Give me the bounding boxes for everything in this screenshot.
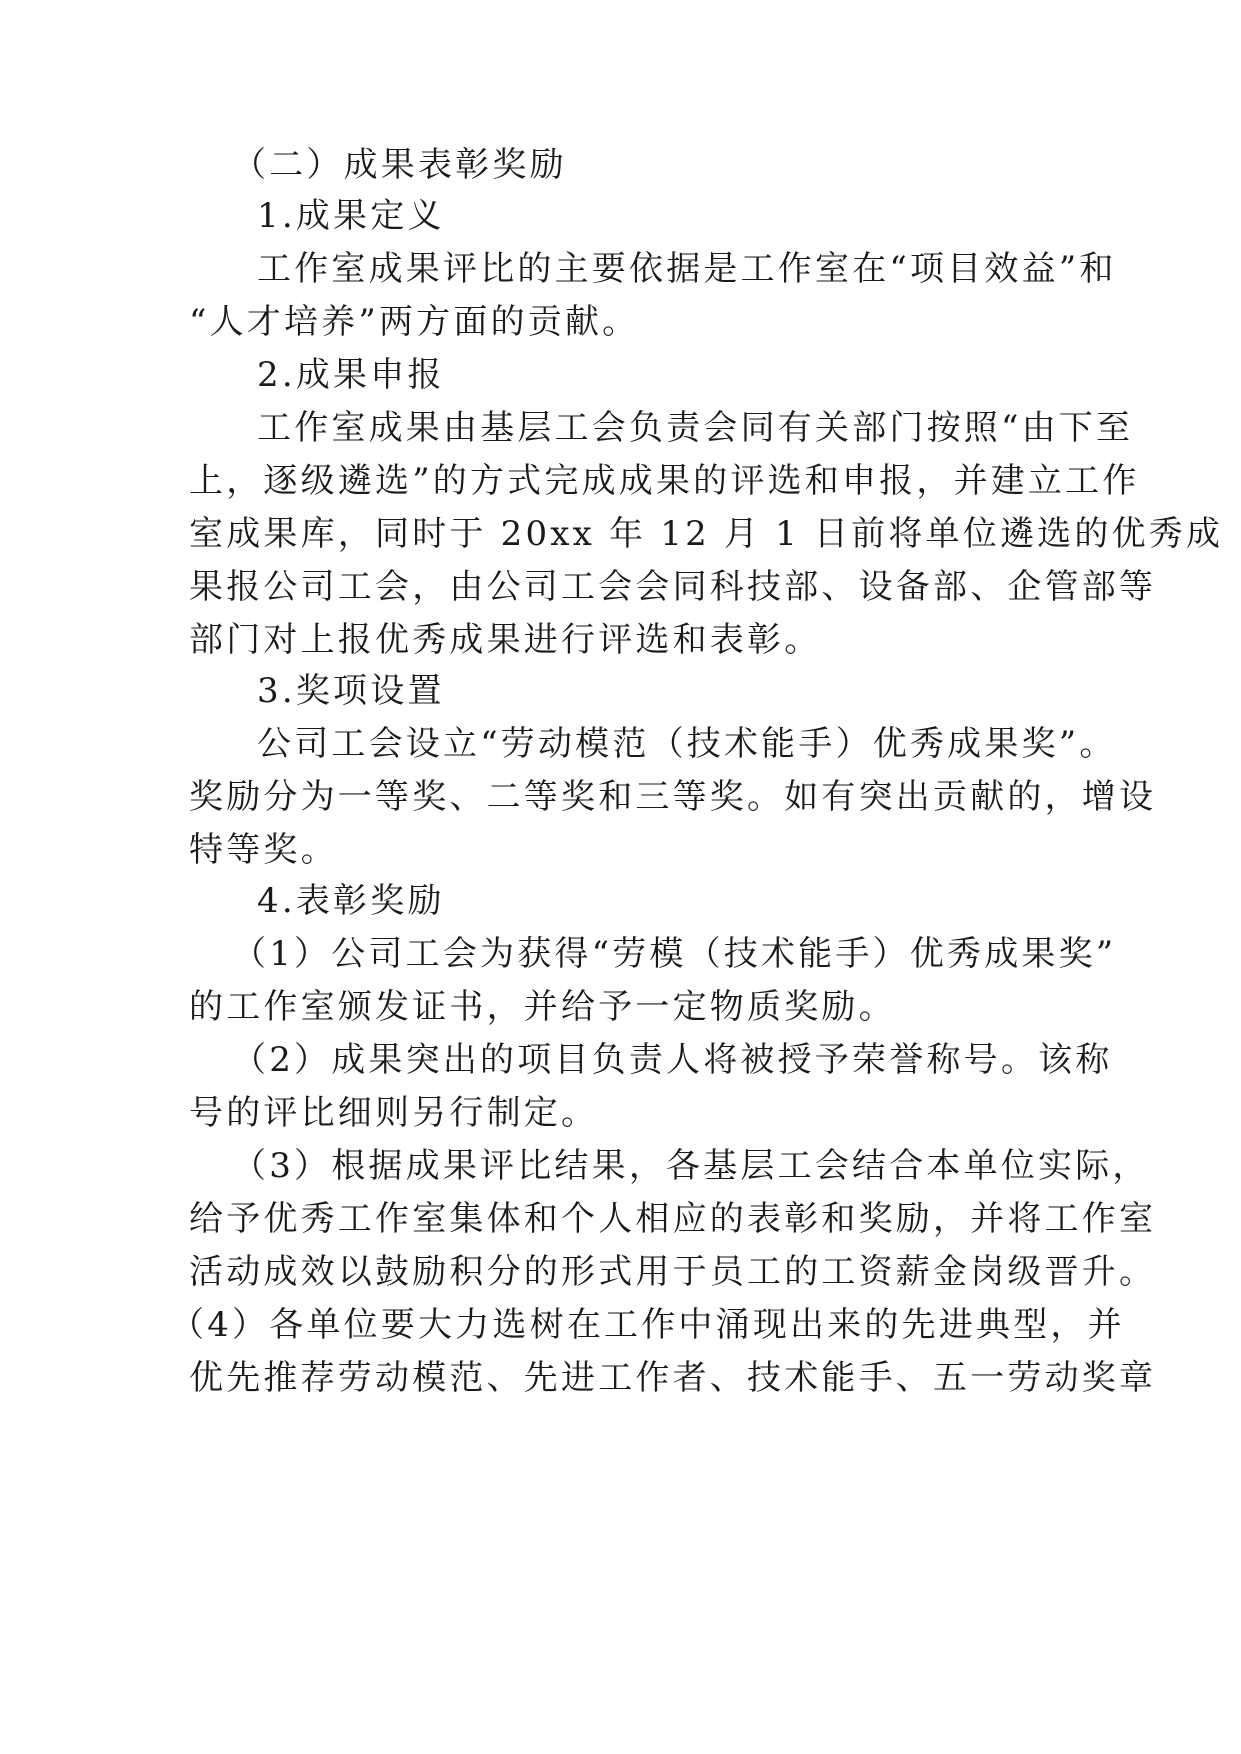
paragraph-line: 活动成效以鼓励积分的形式用于员工的工资薪金岗级晋升。 xyxy=(189,1252,1157,1292)
paragraph-line: （1）公司工会为获得“劳模（技术能手）优秀成果奖” xyxy=(232,934,1117,974)
subheading-definition: 1.成果定义 xyxy=(257,196,445,236)
paragraph-line: 给予优秀工作室集体和个人相应的表彰和奖励，并将工作室 xyxy=(189,1199,1157,1239)
paragraph-line: （4）各单位要大力选树在工作中涌现出来的先进典型，并 xyxy=(170,1305,1125,1345)
paragraph-line: 的工作室颁发证书，并给予一定物质奖励。 xyxy=(189,987,896,1027)
paragraph-line: 奖励分为一等奖、二等奖和三等奖。如有突出贡献的，增设 xyxy=(189,777,1157,817)
paragraph-line: 号的评比细则另行制定。 xyxy=(189,1093,599,1133)
paragraph-line: 特等奖。 xyxy=(189,830,338,870)
paragraph-line: 果报公司工会，由公司工会会同科技部、设备部、企管部等 xyxy=(189,567,1157,607)
paragraph-line: 优先推荐劳动模范、先进工作者、技术能手、五一劳动奖章 xyxy=(189,1358,1157,1398)
paragraph-line: 上，逐级遴选”的方式完成成果的评选和申报，并建立工作 xyxy=(189,461,1140,501)
paragraph-line: 工作室成果评比的主要依据是工作室在“项目效益”和 xyxy=(257,249,1117,289)
paragraph-line: “人才培养”两方面的贡献。 xyxy=(189,302,640,342)
paragraph-line: 室成果库，同时于 20xx 年 12 月 1 日前将单位遴选的优秀成 xyxy=(189,514,1224,554)
paragraph-line: 工作室成果由基层工会负责会同有关部门按照“由下至 xyxy=(257,408,1134,448)
subheading-commendation: 4.表彰奖励 xyxy=(257,881,445,921)
paragraph-line: （2）成果突出的项目负责人将被授予荣誉称号。该称 xyxy=(232,1040,1113,1080)
paragraph-line: 部门对上报优秀成果进行评选和表彰。 xyxy=(189,620,822,660)
subheading-application: 2.成果申报 xyxy=(257,355,445,395)
section-heading: （二）成果表彰奖励 xyxy=(232,145,567,185)
subheading-awards: 3.奖项设置 xyxy=(257,671,445,711)
paragraph-line: 公司工会设立“劳动模范（技术能手）优秀成果奖”。 xyxy=(257,724,1117,764)
paragraph-line: （3）根据成果评比结果，各基层工会结合本单位实际， xyxy=(232,1146,1150,1186)
